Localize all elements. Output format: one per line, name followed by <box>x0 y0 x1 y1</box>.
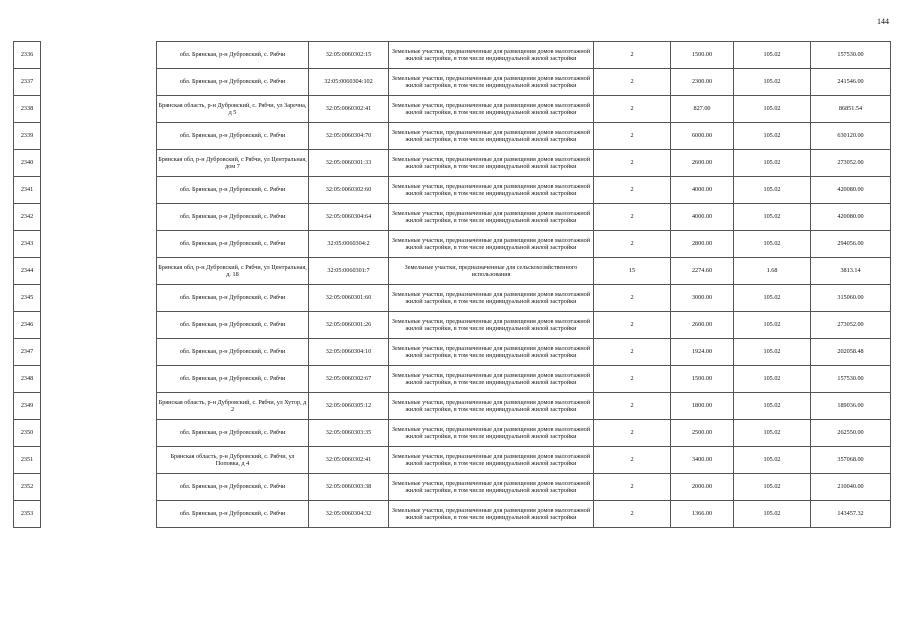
address-cell: Брянская область, р-н Дубровский, с. Рябчи, ул Хутор, д 2 <box>157 393 309 420</box>
land-use-cell: Земельные участки, предназначенные для размещения домов малоэтажной жилой застройки, в том числе индивидуальной жилой застройки <box>389 393 594 420</box>
area-cell: 4000.00 <box>671 204 734 231</box>
area-cell: 2274.60 <box>671 258 734 285</box>
cadastral-number-cell: 32:05:0060304:102 <box>309 69 389 96</box>
rate-cell: 105.02 <box>734 474 811 501</box>
rate-cell: 105.02 <box>734 501 811 528</box>
address-cell: обл. Брянская, р-н Дубровский, с. Рябчи <box>157 312 309 339</box>
cadastral-number-cell: 32:05:0060301:7 <box>309 258 389 285</box>
cadastral-value-cell: 202058.48 <box>811 339 891 366</box>
category-cell: 2 <box>594 123 671 150</box>
cadastral-value-cell: 86851.54 <box>811 96 891 123</box>
blank-column-cell <box>41 42 157 69</box>
row-number-cell: 2346 <box>14 312 41 339</box>
table-row <box>14 501 891 528</box>
table-row <box>14 474 891 501</box>
blank-column-cell <box>41 474 157 501</box>
area-cell: 2500.00 <box>671 420 734 447</box>
row-number-cell: 2353 <box>14 501 41 528</box>
cadastral-number-cell: 32:05:0060301:60 <box>309 285 389 312</box>
table-row <box>14 123 891 150</box>
cadastral-value-cell: 3813.14 <box>811 258 891 285</box>
land-use-cell: Земельные участки, предназначенные для размещения домов малоэтажной жилой застройки, в том числе индивидуальной жилой застройки <box>389 204 594 231</box>
area-cell: 1500.00 <box>671 366 734 393</box>
blank-column-cell <box>41 177 157 204</box>
row-number-cell: 2345 <box>14 285 41 312</box>
table-row <box>14 393 891 420</box>
land-use-cell: Земельные участки, предназначенные для размещения домов малоэтажной жилой застройки, в том числе индивидуальной жилой застройки <box>389 474 594 501</box>
rate-cell: 105.02 <box>734 312 811 339</box>
cadastral-number-cell: 32:05:0060302:67 <box>309 366 389 393</box>
address-cell: обл. Брянская, р-н Дубровский, с. Рябчи <box>157 69 309 96</box>
rate-cell: 105.02 <box>734 123 811 150</box>
table-row <box>14 231 891 258</box>
table-row <box>14 285 891 312</box>
blank-column-cell <box>41 123 157 150</box>
category-cell: 2 <box>594 339 671 366</box>
blank-column-cell <box>41 96 157 123</box>
rate-cell: 105.02 <box>734 339 811 366</box>
address-cell: обл. Брянская, р-н Дубровский, с. Рябчи <box>157 474 309 501</box>
land-use-cell: Земельные участки, предназначенные для сельскохозяйственного использования <box>389 258 594 285</box>
land-use-cell: Земельные участки, предназначенные для размещения домов малоэтажной жилой застройки, в том числе индивидуальной жилой застройки <box>389 69 594 96</box>
table-row <box>14 366 891 393</box>
cadastral-value-cell: 262550.00 <box>811 420 891 447</box>
land-use-cell: Земельные участки, предназначенные для размещения домов малоэтажной жилой застройки, в том числе индивидуальной жилой застройки <box>389 285 594 312</box>
address-cell: обл. Брянская, р-н Дубровский, с. Рябчи <box>157 177 309 204</box>
row-number-cell: 2352 <box>14 474 41 501</box>
address-cell: обл. Брянская, р-н Дубровский, с. Рябчи <box>157 420 309 447</box>
address-cell: Брянская обл, р-н Дубровский, с Рябчи, ул Центральная, д. 18 <box>157 258 309 285</box>
blank-column-cell <box>41 366 157 393</box>
cadastral-number-cell: 32:05:0060302:41 <box>309 447 389 474</box>
blank-column-cell <box>41 420 157 447</box>
area-cell: 2800.00 <box>671 231 734 258</box>
table-row <box>14 69 891 96</box>
land-use-cell: Земельные участки, предназначенные для размещения домов малоэтажной жилой застройки, в том числе индивидуальной жилой застройки <box>389 501 594 528</box>
area-cell: 1800.00 <box>671 393 734 420</box>
row-number-cell: 2343 <box>14 231 41 258</box>
row-number-cell: 2351 <box>14 447 41 474</box>
blank-column-cell <box>41 204 157 231</box>
rate-cell: 105.02 <box>734 177 811 204</box>
cadastral-value-cell: 210040.00 <box>811 474 891 501</box>
category-cell: 2 <box>594 177 671 204</box>
row-number-cell: 2340 <box>14 150 41 177</box>
blank-column-cell <box>41 447 157 474</box>
area-cell: 1366.00 <box>671 501 734 528</box>
cadastral-value-cell: 189036.00 <box>811 393 891 420</box>
category-cell: 2 <box>594 96 671 123</box>
cadastral-value-cell: 420080.00 <box>811 204 891 231</box>
cadastral-value-cell: 273052.00 <box>811 312 891 339</box>
rate-cell: 105.02 <box>734 366 811 393</box>
category-cell: 2 <box>594 285 671 312</box>
cadastral-number-cell: 32:05:0060304:64 <box>309 204 389 231</box>
table-row <box>14 339 891 366</box>
land-use-cell: Земельные участки, предназначенные для размещения домов малоэтажной жилой застройки, в том числе индивидуальной жилой застройки <box>389 96 594 123</box>
blank-column-cell <box>41 258 157 285</box>
land-use-cell: Земельные участки, предназначенные для размещения домов малоэтажной жилой застройки, в том числе индивидуальной жилой застройки <box>389 447 594 474</box>
row-number-cell: 2349 <box>14 393 41 420</box>
rate-cell: 105.02 <box>734 447 811 474</box>
cadastral-number-cell: 32:05:0060302:15 <box>309 42 389 69</box>
cadastral-number-cell: 32:05:0060304:70 <box>309 123 389 150</box>
cadastral-number-cell: 32:05:0060302:41 <box>309 96 389 123</box>
address-cell: обл. Брянская, р-н Дубровский, с. Рябчи <box>157 366 309 393</box>
address-cell: обл. Брянская, р-н Дубровский, с. Рябчи <box>157 285 309 312</box>
cadastral-number-cell: 32:05:0060305:12 <box>309 393 389 420</box>
category-cell: 2 <box>594 69 671 96</box>
area-cell: 1924.00 <box>671 339 734 366</box>
blank-column-cell <box>41 285 157 312</box>
row-number-cell: 2344 <box>14 258 41 285</box>
category-cell: 2 <box>594 420 671 447</box>
rate-cell: 105.02 <box>734 393 811 420</box>
address-cell: Брянская область, р-н Дубровский, с. Рябчи, ул Заречна, д 5 <box>157 96 309 123</box>
cadastral-value-cell: 294056.00 <box>811 231 891 258</box>
address-cell: обл. Брянская, р-н Дубровский, с. Рябчи <box>157 339 309 366</box>
land-use-cell: Земельные участки, предназначенные для размещения домов малоэтажной жилой застройки, в том числе индивидуальной жилой застройки <box>389 42 594 69</box>
cadastral-value-cell: 241546.00 <box>811 69 891 96</box>
land-use-cell: Земельные участки, предназначенные для размещения домов малоэтажной жилой застройки, в том числе индивидуальной жилой застройки <box>389 231 594 258</box>
row-number-cell: 2350 <box>14 420 41 447</box>
address-cell: Брянская обл, р-н Дубровский, с Рябчи, ул Центральная, дом 7 <box>157 150 309 177</box>
page-number: 144 <box>877 17 889 26</box>
row-number-cell: 2336 <box>14 42 41 69</box>
table-row <box>14 447 891 474</box>
land-use-cell: Земельные участки, предназначенные для размещения домов малоэтажной жилой застройки, в том числе индивидуальной жилой застройки <box>389 420 594 447</box>
address-cell: обл. Брянская, р-н Дубровский, с. Рябчи <box>157 42 309 69</box>
category-cell: 2 <box>594 231 671 258</box>
row-number-cell: 2348 <box>14 366 41 393</box>
cadastral-number-cell: 32:05:0060303:35 <box>309 420 389 447</box>
category-cell: 2 <box>594 447 671 474</box>
table-row <box>14 42 891 69</box>
rate-cell: 105.02 <box>734 231 811 258</box>
row-number-cell: 2341 <box>14 177 41 204</box>
blank-column-cell <box>41 150 157 177</box>
land-use-cell: Земельные участки, предназначенные для размещения домов малоэтажной жилой застройки, в том числе индивидуальной жилой застройки <box>389 366 594 393</box>
blank-column-cell <box>41 339 157 366</box>
area-cell: 2600.00 <box>671 312 734 339</box>
cadastral-number-cell: 32:05:0060304:2 <box>309 231 389 258</box>
area-cell: 6000.00 <box>671 123 734 150</box>
table-row <box>14 96 891 123</box>
cadastral-number-cell: 32:05:0060301:26 <box>309 312 389 339</box>
rate-cell: 105.02 <box>734 204 811 231</box>
category-cell: 2 <box>594 312 671 339</box>
cadastral-value-cell: 357068.00 <box>811 447 891 474</box>
category-cell: 2 <box>594 474 671 501</box>
blank-column-cell <box>41 501 157 528</box>
table-row <box>14 312 891 339</box>
rate-cell: 1.68 <box>734 258 811 285</box>
blank-column-cell <box>41 393 157 420</box>
cadastral-number-cell: 32:05:0060304:32 <box>309 501 389 528</box>
row-number-cell: 2347 <box>14 339 41 366</box>
cadastral-value-cell: 630120.00 <box>811 123 891 150</box>
area-cell: 1500.00 <box>671 42 734 69</box>
area-cell: 3000.00 <box>671 285 734 312</box>
cadastral-value-cell: 143457.32 <box>811 501 891 528</box>
table-row <box>14 177 891 204</box>
rate-cell: 105.02 <box>734 69 811 96</box>
category-cell: 15 <box>594 258 671 285</box>
blank-column-cell <box>41 312 157 339</box>
cadastral-number-cell: 32:05:0060304:10 <box>309 339 389 366</box>
row-number-cell: 2342 <box>14 204 41 231</box>
land-use-cell: Земельные участки, предназначенные для размещения домов малоэтажной жилой застройки, в том числе индивидуальной жилой застройки <box>389 150 594 177</box>
rate-cell: 105.02 <box>734 285 811 312</box>
land-use-cell: Земельные участки, предназначенные для размещения домов малоэтажной жилой застройки, в том числе индивидуальной жилой застройки <box>389 339 594 366</box>
address-cell: обл. Брянская, р-н Дубровский, с. Рябчи <box>157 204 309 231</box>
category-cell: 2 <box>594 366 671 393</box>
cadastral-value-cell: 273052.00 <box>811 150 891 177</box>
address-cell: обл. Брянская, р-н Дубровский, с. Рябчи <box>157 231 309 258</box>
table-row <box>14 150 891 177</box>
category-cell: 2 <box>594 150 671 177</box>
category-cell: 2 <box>594 204 671 231</box>
rate-cell: 105.02 <box>734 96 811 123</box>
cadastral-number-cell: 32:05:0060303:38 <box>309 474 389 501</box>
blank-column-cell <box>41 231 157 258</box>
address-cell: Брянская область, р-н Дубровский, с. Рябчи, ул Поповка, д 4 <box>157 447 309 474</box>
row-number-cell: 2339 <box>14 123 41 150</box>
category-cell: 2 <box>594 501 671 528</box>
area-cell: 2000.00 <box>671 474 734 501</box>
category-cell: 2 <box>594 393 671 420</box>
category-cell: 2 <box>594 42 671 69</box>
cadastral-value-cell: 157530.00 <box>811 366 891 393</box>
land-plots-table <box>13 41 891 528</box>
cadastral-value-cell: 315060.00 <box>811 285 891 312</box>
land-use-cell: Земельные участки, предназначенные для размещения домов малоэтажной жилой застройки, в том числе индивидуальной жилой застройки <box>389 177 594 204</box>
area-cell: 2600.00 <box>671 150 734 177</box>
table-row <box>14 258 891 285</box>
row-number-cell: 2338 <box>14 96 41 123</box>
area-cell: 4000.00 <box>671 177 734 204</box>
cadastral-value-cell: 420080.00 <box>811 177 891 204</box>
row-number-cell: 2337 <box>14 69 41 96</box>
area-cell: 3400.00 <box>671 447 734 474</box>
land-use-cell: Земельные участки, предназначенные для размещения домов малоэтажной жилой застройки, в том числе индивидуальной жилой застройки <box>389 123 594 150</box>
table-row <box>14 204 891 231</box>
table-row <box>14 420 891 447</box>
blank-column-cell <box>41 69 157 96</box>
cadastral-number-cell: 32:05:0060301:33 <box>309 150 389 177</box>
rate-cell: 105.02 <box>734 150 811 177</box>
area-cell: 2300.00 <box>671 69 734 96</box>
cadastral-value-cell: 157530.00 <box>811 42 891 69</box>
rate-cell: 105.02 <box>734 42 811 69</box>
address-cell: обл. Брянская, р-н Дубровский, с. Рябчи <box>157 501 309 528</box>
land-use-cell: Земельные участки, предназначенные для размещения домов малоэтажной жилой застройки, в том числе индивидуальной жилой застройки <box>389 312 594 339</box>
address-cell: обл. Брянская, р-н Дубровский, с. Рябчи <box>157 123 309 150</box>
cadastral-number-cell: 32:05:0060302:60 <box>309 177 389 204</box>
area-cell: 827.00 <box>671 96 734 123</box>
rate-cell: 105.02 <box>734 420 811 447</box>
